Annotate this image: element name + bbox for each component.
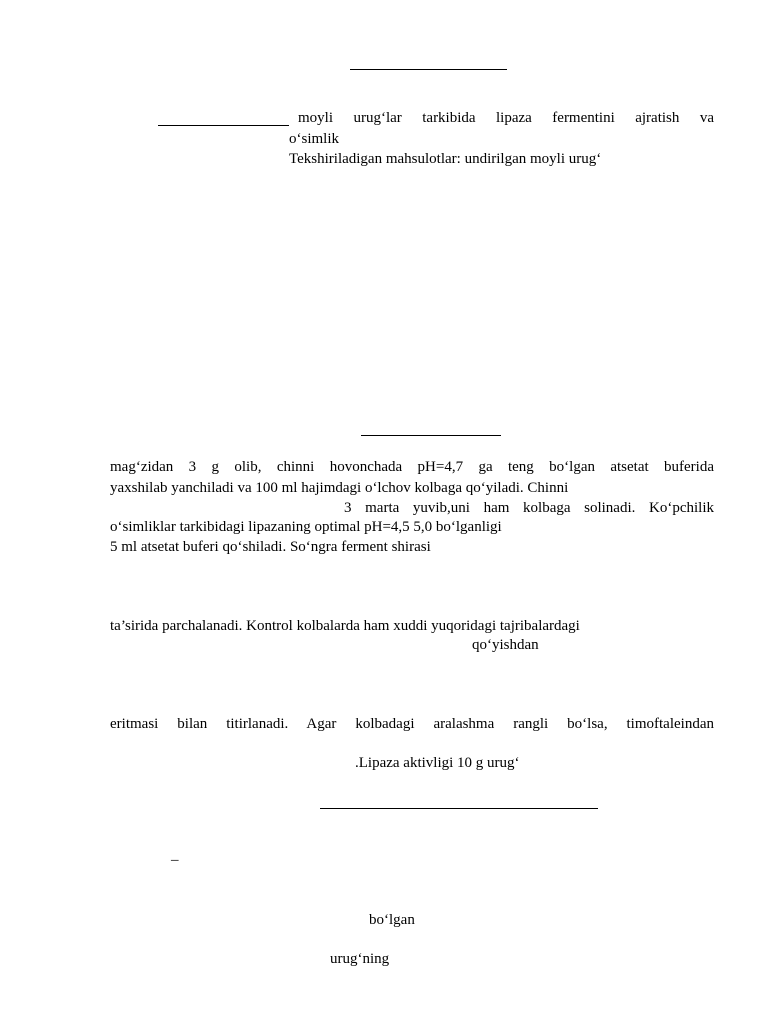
section-underline xyxy=(361,435,501,436)
procedure-line-5: 5 ml atsetat buferi qo‘shiladi. So‘ngra ferment shirasi xyxy=(110,539,431,555)
control-line-2: qo‘yishdan xyxy=(472,637,539,653)
titration-line-1: eritmasi bilan titirlanadi. Agar kolbadagi aralashma rangli bo‘lsa, timoftaleindan xyxy=(110,716,714,732)
aim-label-underline xyxy=(158,125,289,126)
titration-line-2: .Lipaza aktivligi 10 g urug‘ xyxy=(355,755,520,771)
formula-dash: – xyxy=(171,852,179,868)
formula-bolgan: bo‘lgan xyxy=(369,912,415,928)
intro-line-3: Tekshiriladigan mahsulotlar: undirilgan moyli urug‘ xyxy=(289,151,602,167)
intro-line-1: moyli urug‘lar tarkibida lipaza fermentini ajratish va xyxy=(298,110,714,126)
formula-urugning: urug‘ning xyxy=(330,951,390,967)
title-underline xyxy=(350,69,507,70)
procedure-line-4: o‘simliklar tarkibidagi lipazaning optimal pH=4,5 5,0 bo‘lganligi xyxy=(110,519,502,535)
formula-underline xyxy=(320,808,598,809)
procedure-line-1: mag‘zidan 3 g olib, chinni hovonchada pH=4,7 ga teng bo‘lgan atsetat buferida xyxy=(110,459,714,475)
control-line-1: ta’sirida parchalanadi. Kontrol kolbalarda ham xuddi yuqoridagi tajribalardagi xyxy=(110,618,580,634)
procedure-line-3: 3 marta yuvib,uni ham kolbaga solinadi. Ko‘pchilik xyxy=(344,500,714,516)
procedure-line-2: yaxshilab yanchiladi va 100 ml hajimdagi o‘lchov kolbaga qo‘yiladi. Chinni xyxy=(110,480,569,496)
intro-line-2: o‘simlik xyxy=(289,131,340,147)
